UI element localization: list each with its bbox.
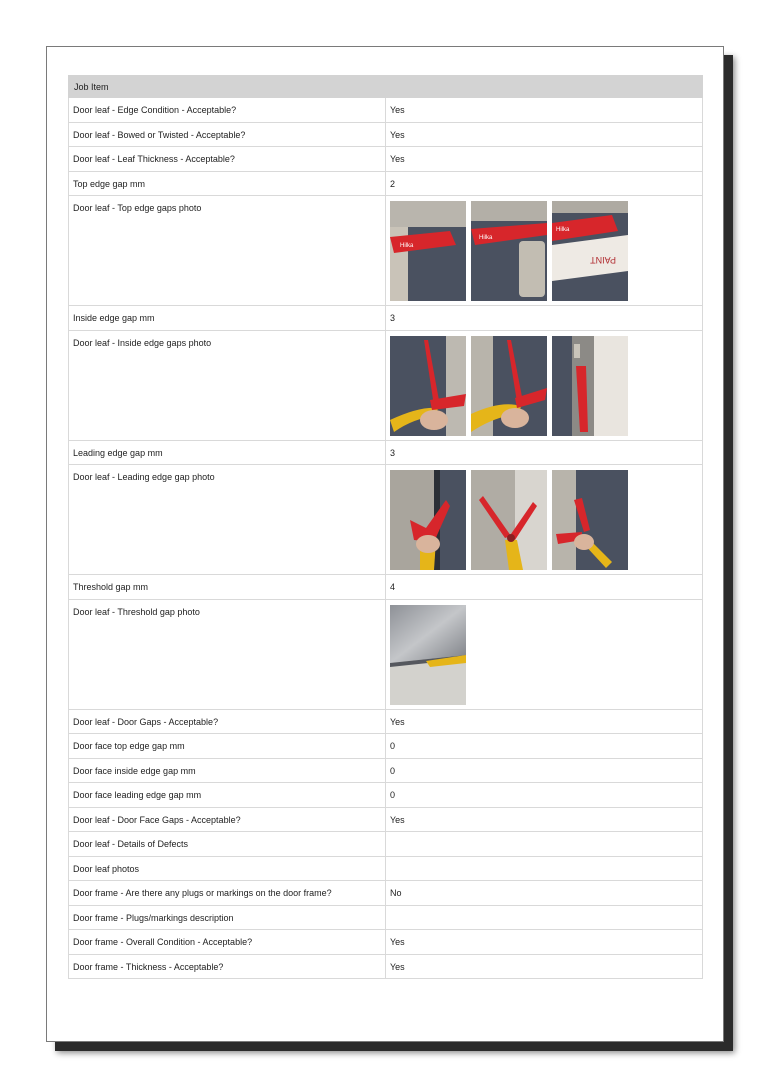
table-row xyxy=(69,856,703,881)
table-row xyxy=(69,905,703,930)
row-label: Door leaf - Leaf Thickness - Acceptable? xyxy=(69,147,386,172)
row-value: Yes xyxy=(386,98,703,123)
row-value: Yes xyxy=(386,122,703,147)
inside-edge-photo-1[interactable] xyxy=(390,336,466,436)
row-label: Door leaf - Details of Defects xyxy=(69,832,386,857)
row-label: Door frame - Are there any plugs or markings on the door frame? xyxy=(69,881,386,906)
row-value: 3 xyxy=(386,306,703,331)
threshold-photo-1[interactable] xyxy=(390,605,466,705)
table-row xyxy=(69,734,703,759)
row-label: Door leaf - Bowed or Twisted - Acceptable? xyxy=(69,122,386,147)
row-value: 0 xyxy=(386,734,703,759)
row-label: Door leaf - Leading edge gap photo xyxy=(69,465,386,575)
table-row xyxy=(69,147,703,172)
photo-tape-label: PAINT xyxy=(590,255,616,265)
photo-strip xyxy=(390,470,698,570)
row-value: Yes xyxy=(386,147,703,172)
table-row xyxy=(69,758,703,783)
row-label: Door face leading edge gap mm xyxy=(69,783,386,808)
row-value xyxy=(386,905,703,930)
row-label: Door frame - Overall Condition - Acceptable? xyxy=(69,930,386,955)
table-row xyxy=(69,709,703,734)
row-value: 0 xyxy=(386,758,703,783)
row-value: 4 xyxy=(386,575,703,600)
row-value: 3 xyxy=(386,440,703,465)
table-row xyxy=(69,954,703,979)
row-value: Yes xyxy=(386,807,703,832)
table-row xyxy=(69,599,703,709)
row-value: No xyxy=(386,881,703,906)
leading-edge-photo-2[interactable] xyxy=(471,470,547,570)
top-edge-photo-1[interactable] xyxy=(390,201,466,301)
row-value: 2 xyxy=(386,171,703,196)
top-edge-photo-3[interactable] xyxy=(552,201,628,301)
row-label: Door frame - Plugs/markings description xyxy=(69,905,386,930)
leading-edge-photo-3[interactable] xyxy=(552,470,628,570)
document-page xyxy=(46,46,724,1042)
table-row xyxy=(69,171,703,196)
row-value: Yes xyxy=(386,930,703,955)
row-value: Yes xyxy=(386,954,703,979)
row-label: Door frame - Thickness - Acceptable? xyxy=(69,954,386,979)
row-label: Door leaf - Threshold gap photo xyxy=(69,599,386,709)
table-row xyxy=(69,306,703,331)
table-row xyxy=(69,98,703,123)
job-item-table xyxy=(68,75,703,979)
row-label: Door leaf - Top edge gaps photo xyxy=(69,196,386,306)
table-row xyxy=(69,807,703,832)
photo-cell xyxy=(386,599,703,709)
photo-cell xyxy=(386,330,703,440)
row-label: Door leaf photos xyxy=(69,856,386,881)
row-label: Door leaf - Door Face Gaps - Acceptable? xyxy=(69,807,386,832)
photo-strip xyxy=(390,201,698,301)
photo-cell xyxy=(386,465,703,575)
row-label: Door leaf - Door Gaps - Acceptable? xyxy=(69,709,386,734)
table-row xyxy=(69,440,703,465)
photo-gauge-label: Hilka xyxy=(479,235,493,241)
inside-edge-photo-2[interactable] xyxy=(471,336,547,436)
top-edge-photo-2[interactable] xyxy=(471,201,547,301)
row-value: Yes xyxy=(386,709,703,734)
photo-gauge-label: Hilka xyxy=(556,227,570,233)
table-row xyxy=(69,783,703,808)
row-label: Threshold gap mm xyxy=(69,575,386,600)
row-label: Door leaf - Edge Condition - Acceptable? xyxy=(69,98,386,123)
row-label: Leading edge gap mm xyxy=(69,440,386,465)
photo-gauge-label: Hilka xyxy=(400,243,414,249)
leading-edge-photo-1[interactable] xyxy=(390,470,466,570)
row-value xyxy=(386,832,703,857)
photo-cell xyxy=(386,196,703,306)
row-label: Door leaf - Inside edge gaps photo xyxy=(69,330,386,440)
table-header-row xyxy=(69,76,703,98)
row-label: Top edge gap mm xyxy=(69,171,386,196)
row-label: Door face inside edge gap mm xyxy=(69,758,386,783)
table-row xyxy=(69,330,703,440)
row-value: 0 xyxy=(386,783,703,808)
row-label: Inside edge gap mm xyxy=(69,306,386,331)
table-header: Job Item xyxy=(69,76,703,98)
photo-strip xyxy=(390,336,698,436)
table-row xyxy=(69,930,703,955)
table-row xyxy=(69,575,703,600)
table-row xyxy=(69,881,703,906)
row-value xyxy=(386,856,703,881)
table-row xyxy=(69,196,703,306)
row-label: Door face top edge gap mm xyxy=(69,734,386,759)
inside-edge-photo-3[interactable] xyxy=(552,336,628,436)
table-row xyxy=(69,122,703,147)
table-row xyxy=(69,832,703,857)
table-row xyxy=(69,465,703,575)
photo-strip xyxy=(390,605,698,705)
